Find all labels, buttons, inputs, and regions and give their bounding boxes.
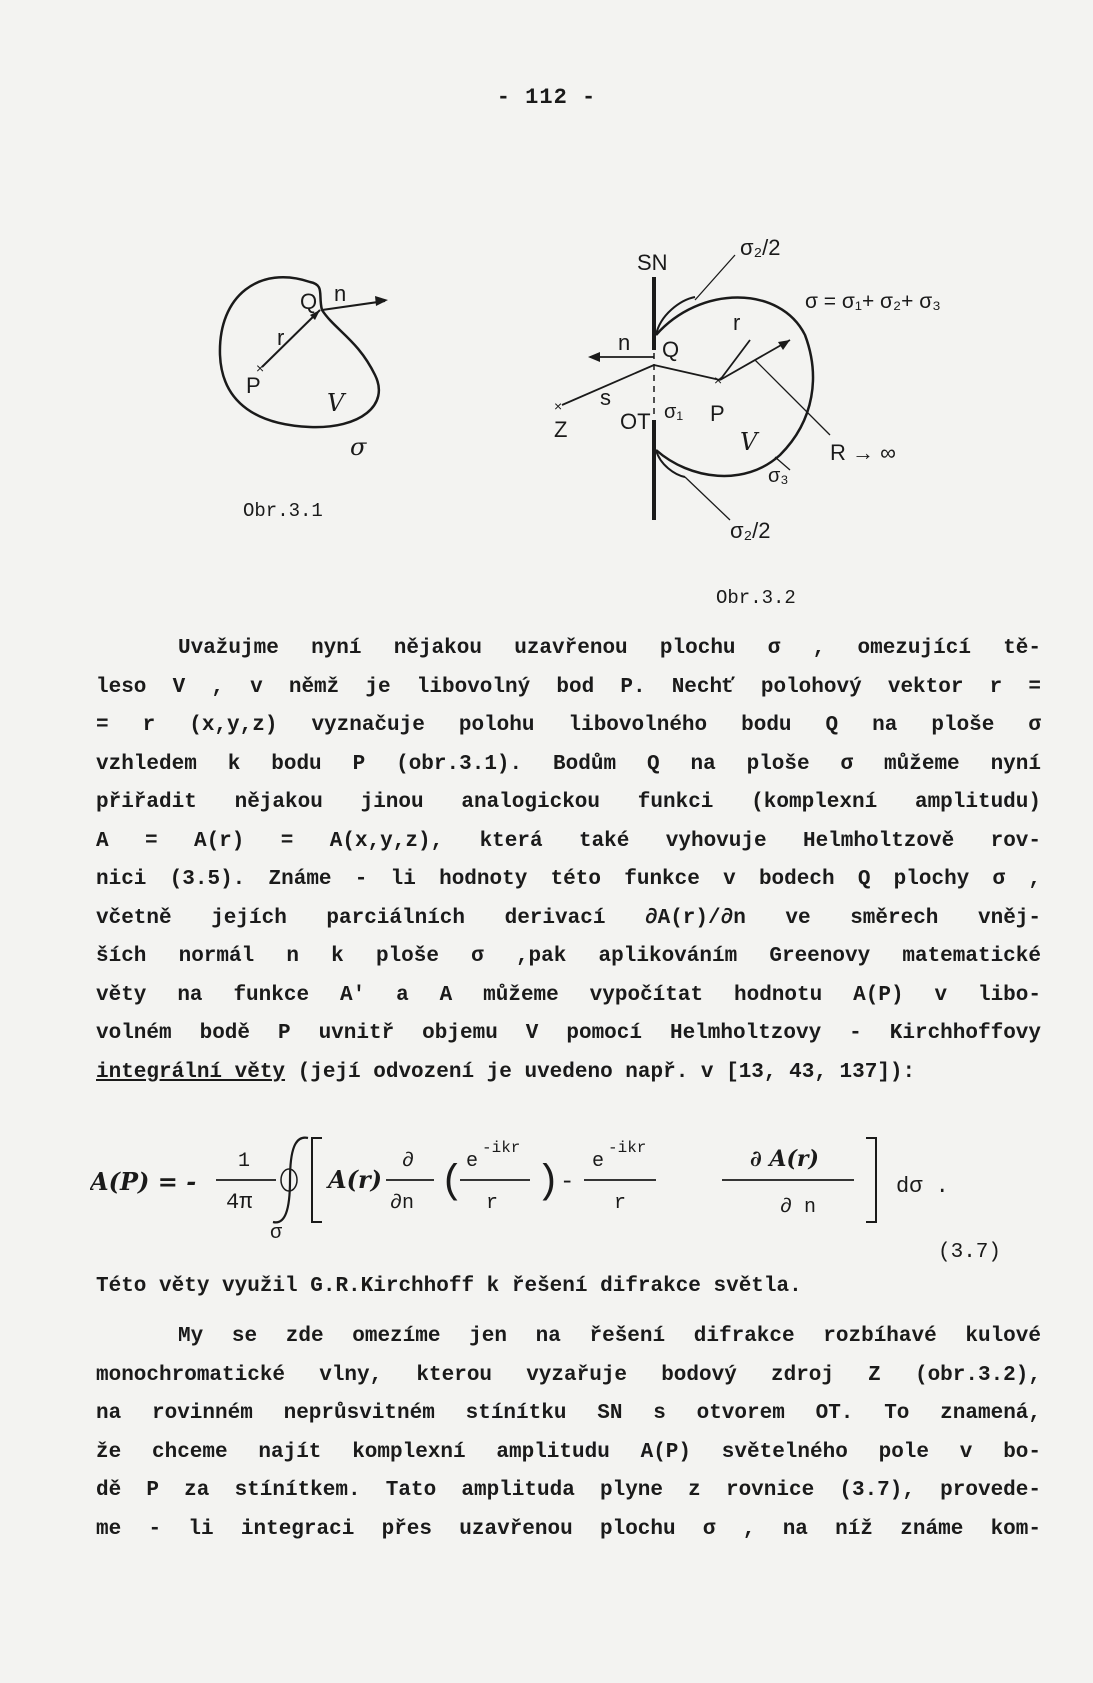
label-n: n	[334, 281, 347, 306]
eq-exp-sup: -ikr	[482, 1139, 521, 1157]
eq-paren-close: )	[536, 1160, 561, 1205]
text-line: nici (3.5). Známe - li hodnoty této funkce v bodech Q plochy σ ,	[96, 868, 1041, 891]
eq-d-n: ∂ n	[780, 1196, 817, 1219]
text-line: A = A(r) = A(x,y,z), která také vyhovuje Helmholtzově rov-	[96, 829, 1041, 853]
label-P: P	[246, 373, 261, 398]
paragraph-1	[96, 630, 1041, 1092]
eq-A-r: A(r)	[328, 1165, 382, 1194]
eq-exp-e-2: e	[592, 1150, 605, 1173]
label-R-infinity: R → ∞	[830, 440, 896, 465]
eq-r-den: r	[486, 1192, 499, 1215]
ray-PQ	[654, 365, 720, 380]
figure-3-1-caption: Obr.3.1	[243, 500, 323, 522]
text-line: volném bodě P uvnitř objemu V pomocí Helmholtzovy - Kirchhoffovy	[96, 1022, 1041, 1045]
eq-exp-e: e	[466, 1150, 479, 1173]
eq-exp-sup-2: -ikr	[608, 1139, 647, 1157]
label-surface: σ	[350, 433, 367, 461]
label-OT: OT	[620, 409, 651, 434]
label-Q: Q	[300, 289, 318, 314]
point-Z-marker: ×	[554, 398, 563, 414]
text-line: věty na funkce A' a A můžeme vypočítat hodnotu A(P) v libo-	[96, 983, 1041, 1007]
paragraph-3	[96, 1318, 1041, 1549]
text-line: dě P za stínítkem. Tato amplituda plyne z rovnice (3.7), provede-	[96, 1479, 1041, 1502]
eq-dn: ∂n	[390, 1192, 415, 1215]
text-line: včetně jejích parciálních derivací ∂A(r)/∂n ve směrech vněj-	[96, 906, 1041, 930]
label-Q: Q	[662, 337, 680, 362]
eq-denominator: 4π	[226, 1190, 253, 1215]
eq-minus: -	[560, 1169, 575, 1196]
pointer-sigma2-top	[695, 255, 735, 300]
contour-integral-sign	[273, 1138, 308, 1223]
text-line: na rovinném neprůsvitném stínítku SN s otvorem OT. To znamená,	[96, 1402, 1041, 1425]
position-vector-r	[262, 310, 320, 367]
label-volume: V	[327, 389, 345, 417]
point-P-marker: ×	[714, 372, 723, 388]
text-rest: (její odvození je uvedeno např. v [13, 43, 137]):	[285, 1060, 916, 1084]
normal-vector-n	[322, 301, 385, 310]
eq-paren-open: (	[440, 1160, 465, 1205]
text-line: My se zde omezíme jen na řešení difrakce rozbíhavé kulové	[178, 1325, 1041, 1348]
figure-3-2	[540, 225, 960, 565]
label-sigma2-half-bottom: σ₂/2	[730, 518, 771, 543]
pointer-sigma2-bottom	[685, 477, 730, 520]
eq-numerator: 1	[238, 1150, 251, 1173]
label-sigma1: σ₁	[664, 401, 684, 423]
underlined-term: integrální věty	[96, 1060, 286, 1084]
label-SN: SN	[637, 250, 668, 275]
label-Z: Z	[554, 417, 568, 442]
figure-3-2-caption: Obr.3.2	[716, 587, 796, 609]
text-line: že chceme najít komplexní amplitudu A(P) světelného pole v bo-	[96, 1440, 1041, 1464]
label-n: n	[618, 330, 631, 355]
text-line: = r (x,y,z) vyznačuje polohu libovolného bodu Q na ploše σ	[96, 714, 1041, 737]
eq-dsigma: dσ .	[896, 1174, 949, 1199]
text-line: me - li integraci přes uzavřenou plochu σ , na níž známe kom-	[96, 1517, 1041, 1541]
label-sigma2-half-top: σ₂/2	[740, 235, 781, 260]
label-volume: V	[740, 428, 758, 456]
left-bracket	[312, 1138, 322, 1222]
page-number: - 112 -	[496, 85, 597, 110]
n-arrowhead	[375, 296, 388, 306]
text-line: monochromatické vlny, kterou vyzařuje bodový zdroj Z (obr.3.2),	[96, 1363, 1041, 1387]
equation-number: (3.7)	[938, 1241, 1002, 1264]
paragraph-2	[96, 1268, 1041, 1307]
label-sigma-sum: σ = σ₁+ σ₂+ σ₃	[805, 290, 941, 313]
right-bracket	[866, 1138, 876, 1222]
figure-3-1	[200, 255, 420, 485]
text-line: přiřadit nějakou jinou analogickou funkci (komplexní amplitudu)	[96, 791, 1041, 814]
text-line: Této věty využil G.R.Kirchhoff k řešení difrakce světla.	[96, 1275, 802, 1298]
point-P-marker: ×	[256, 360, 265, 376]
label-r: r	[277, 325, 285, 350]
label-sigma3: σ₃	[768, 465, 789, 487]
text-line-last	[96, 1054, 1041, 1093]
eq-r-den-2: r	[614, 1192, 627, 1215]
eq-partial: ∂	[402, 1150, 415, 1173]
text-line: vzhledem k bodu P (obr.3.1). Bodům Q na ploše σ můžeme nyní	[96, 752, 1041, 776]
label-P: P	[710, 401, 725, 426]
text-line: ších normál n k ploše σ ,pak aplikováním Greenovy matematické	[96, 945, 1041, 968]
eq-integral-sub: σ	[270, 1222, 283, 1240]
label-s: s	[600, 385, 611, 410]
eq-dA: ∂ A(r)	[750, 1146, 819, 1172]
text-line: Uvažujme nyní nějakou uzavřenou plochu σ , omezující tě-	[178, 637, 1041, 660]
equation-3-7	[90, 1130, 1050, 1240]
n-arrowhead	[588, 352, 600, 362]
text-line: leso V , v němž je libovolný bod P. Nechť polohový vektor r =	[96, 675, 1041, 699]
eq-lhs: A(P) = -	[90, 1167, 197, 1196]
pointer-R	[755, 360, 830, 435]
label-r: r	[733, 310, 741, 335]
vector-r	[720, 340, 750, 380]
